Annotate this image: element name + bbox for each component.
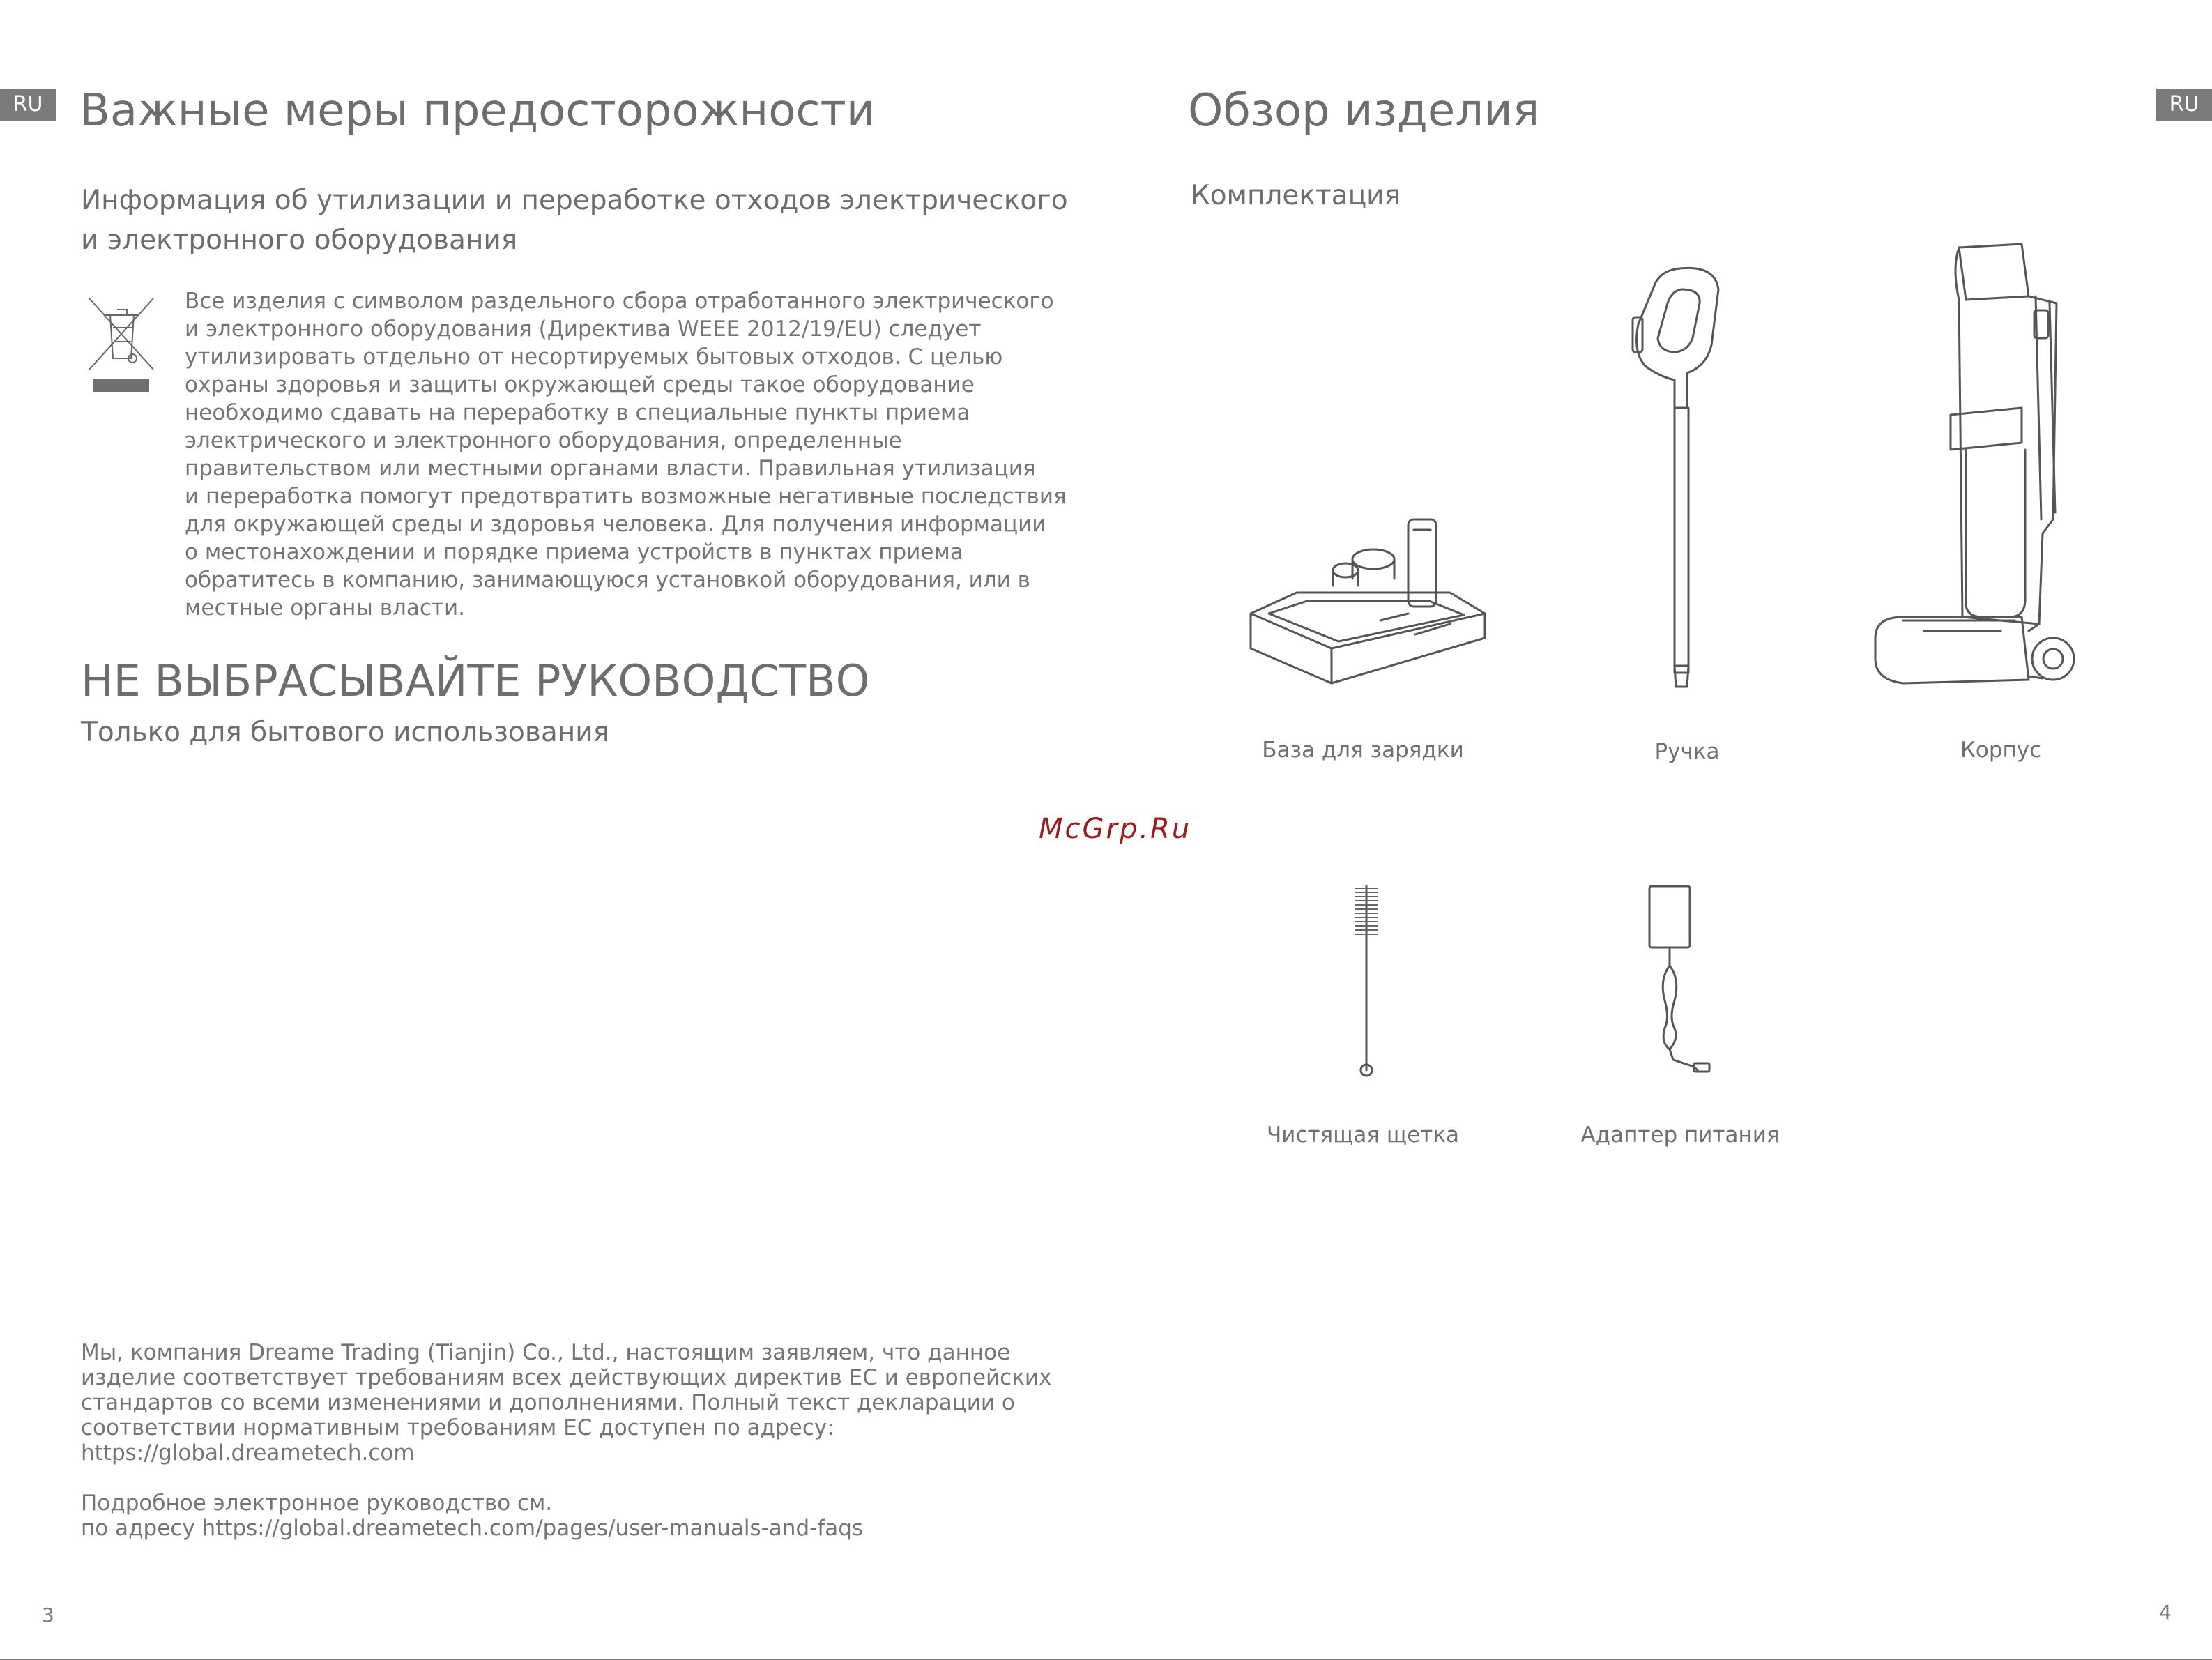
item-label-handle: Ручка bbox=[1654, 739, 1720, 764]
declaration-line: изделие соответствует требованиям всех действующих директив ЕС и европейских bbox=[81, 1365, 1052, 1390]
charging-base-icon bbox=[1241, 509, 1492, 697]
item-label-cleaning-brush: Чистящая щетка bbox=[1267, 1122, 1459, 1148]
keep-manual-heading: НЕ ВЫБРАСЫВАЙТЕ РУКОВОДСТВО bbox=[81, 655, 870, 706]
power-adapter-icon bbox=[1638, 882, 1715, 1084]
weee-body-line: правительством или местными органами власти. Правильная утилизация bbox=[185, 456, 1036, 481]
weee-body-line: и переработка помогут предотвратить возможные негативные последствия bbox=[185, 484, 1067, 509]
declaration-link[interactable]: https://global.dreametech.com bbox=[81, 1440, 415, 1465]
weee-body-line: обратитесь в компанию, занимающуюся установкой оборудования, или в bbox=[185, 568, 1030, 593]
weee-heading-line: Информация об утилизации и переработке отходов электрического bbox=[81, 185, 1068, 216]
weee-body-line: и электронного оборудования (Директива WEEE 2012/19/EU) следует bbox=[185, 317, 982, 342]
item-label-power-adapter: Адаптер питания bbox=[1580, 1122, 1780, 1148]
weee-body-line: для окружающей среды и здоровья человека. Для получения информации bbox=[185, 512, 1046, 537]
eu-declaration bbox=[81, 1340, 1127, 1465]
watermark-text: McGrp.Ru bbox=[1039, 813, 1192, 845]
weee-body-line: электрического и электронного оборудования, определенные bbox=[185, 428, 902, 453]
weee-body-line: утилизировать отдельно от несортируемых бытовых отходов. С целью bbox=[185, 344, 1003, 370]
crossed-out-wheeled-bin-icon bbox=[82, 293, 160, 396]
item-label-main-body: Корпус bbox=[1960, 738, 2042, 763]
declaration-line: стандартов со всеми изменениями и дополнениями. Полный текст декларации о bbox=[81, 1390, 1015, 1415]
manual-link-url[interactable]: по адресу https://global.dreametech.com/pages/user-manuals-and-faqs bbox=[81, 1516, 864, 1541]
cleaning-brush-icon bbox=[1345, 885, 1387, 1081]
item-label-charging-base: База для зарядки bbox=[1262, 738, 1464, 763]
manual-link-line: Подробное электронное руководство см. bbox=[81, 1491, 553, 1516]
weee-body-line: о местонахождении и порядке приема устройств в пунктах приема bbox=[185, 540, 963, 565]
weee-body-line: Все изделия с символом раздельного сбора отработанного электрического bbox=[185, 289, 1054, 314]
weee-heading-line: и электронного оборудования bbox=[81, 224, 518, 256]
declaration-line: соответствии нормативным требованиям ЕС доступен по адресу: bbox=[81, 1415, 834, 1440]
handle-icon bbox=[1617, 261, 1729, 694]
language-tag-right: RU bbox=[2156, 89, 2212, 121]
household-use-note: Только для бытового использования bbox=[81, 717, 610, 748]
weee-body-line: местные органы власти. bbox=[185, 595, 465, 620]
weee-body-line: необходимо сдавать на переработку в специальные пункты приема bbox=[185, 400, 970, 425]
page-number-left: 3 bbox=[42, 1604, 54, 1627]
package-contents-heading: Комплектация bbox=[1191, 180, 1401, 211]
page-title-right: Обзор изделия bbox=[1188, 85, 1540, 137]
manual-link-note bbox=[81, 1491, 1127, 1541]
weee-body bbox=[185, 287, 1091, 622]
page-number-right: 4 bbox=[2159, 1601, 2172, 1624]
weee-body-line: охраны здоровья и защиты окружающей среды такое оборудование bbox=[185, 372, 975, 397]
language-tag-left: RU bbox=[0, 89, 56, 121]
declaration-line: Мы, компания Dreame Trading (Tianjin) Co., Ltd., настоящим заявляем, что данное bbox=[81, 1340, 1011, 1365]
weee-heading bbox=[81, 181, 1127, 260]
main-body-icon bbox=[1861, 241, 2084, 701]
page-title-left: Важные меры предосторожности bbox=[79, 85, 876, 137]
